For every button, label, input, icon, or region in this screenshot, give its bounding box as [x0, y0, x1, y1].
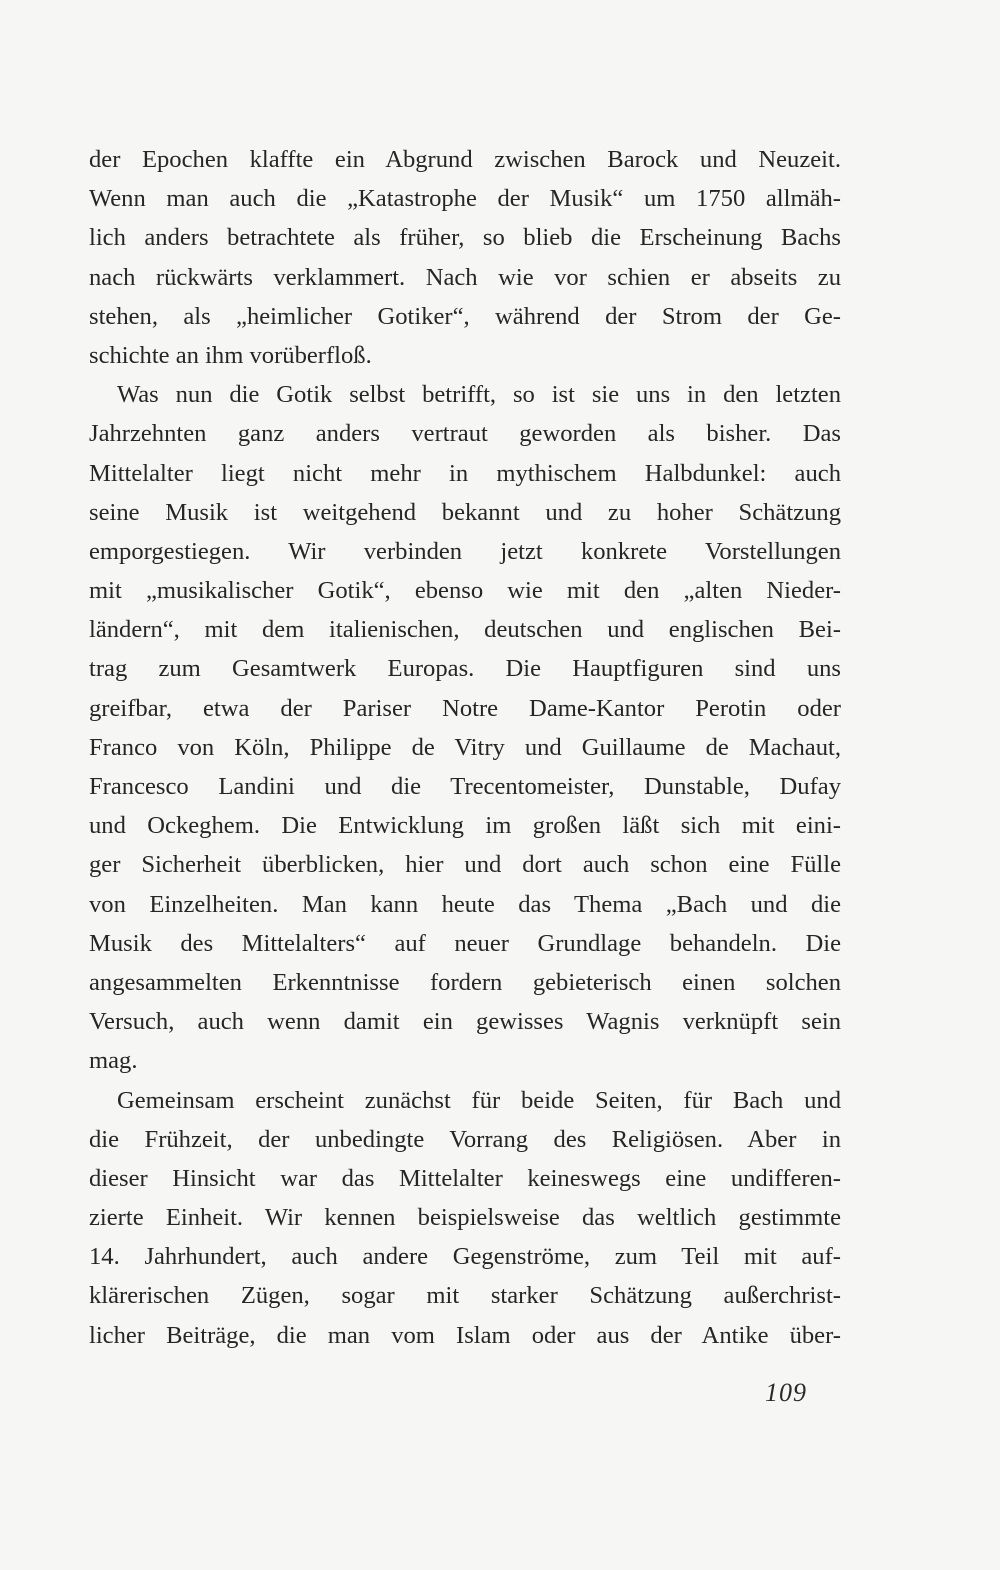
text-line: zierte Einheit. Wir kennen beispielsweise das weltlich gestimmte — [89, 1204, 841, 1232]
text-line: seine Musik ist weitgehend bekannt und zu hoher Schätzung — [89, 498, 841, 526]
text-line: emporgestiegen. Wir verbinden jetzt konkrete Vorstellungen — [89, 537, 841, 565]
text-line: klärerischen Zügen, sogar mit starker Schätzung außerchrist- — [89, 1282, 841, 1310]
page-number: 109 — [765, 1378, 807, 1407]
text-line: die Frühzeit, der unbedingte Vorrang des Religiösen. Aber in — [89, 1125, 841, 1153]
text-line: Versuch, auch wenn damit ein gewisses Wagnis verknüpft sein — [89, 1008, 841, 1036]
text-line: der Epochen klaffte ein Abgrund zwischen Barock und Neuzeit. — [89, 146, 841, 173]
text-line: ger Sicherheit überblicken, hier und dort auch schon eine Fülle — [89, 851, 841, 879]
text-line: stehen, als „heimlicher Gotiker“, während der Strom der Ge- — [89, 302, 841, 330]
text-line: dieser Hinsicht war das Mittelalter keineswegs eine undifferen- — [89, 1164, 841, 1192]
text-line: Francesco Landini und die Trecentomeister, Dunstable, Dufay — [89, 773, 841, 800]
text-line: nach rückwärts verklammert. Nach wie vor schien er abseits zu — [89, 263, 841, 291]
text-line: 14. Jahrhundert, auch andere Gegenströme, zum Teil mit auf- — [89, 1243, 841, 1271]
text-line: lich anders betrachtete als früher, so blieb die Erscheinung Bachs — [89, 224, 841, 252]
text-line: licher Beiträge, die man vom Islam oder aus der Antike über- — [89, 1321, 841, 1349]
text-line: mit „musikalischer Gotik“, ebenso wie mit den „alten Nieder- — [89, 577, 841, 605]
text-line: Gemeinsam erscheint zunächst für beide Seiten, für Bach und — [117, 1086, 841, 1114]
text-line: mag. — [89, 1047, 138, 1075]
text-line: Wenn man auch die „Katastrophe der Musik“ um 1750 allmäh- — [89, 185, 841, 213]
text-line: Jahrzehnten ganz anders vertraut geworden als bisher. Das — [89, 420, 841, 448]
text-line: schichte an ihm vorüberfloß. — [89, 341, 372, 369]
text-line: Musik des Mittelalters“ auf neuer Grundlage behandeln. Die — [89, 929, 841, 957]
text-line: angesammelten Erkenntnisse fordern gebieterisch einen solchen — [89, 968, 841, 996]
text-line: Mittelalter liegt nicht mehr in mythischem Halbdunkel: auch — [89, 459, 841, 487]
text-line: von Einzelheiten. Man kann heute das Thema „Bach und die — [89, 890, 841, 918]
text-line: greifbar, etwa der Pariser Notre Dame-Kantor Perotin oder — [89, 694, 841, 722]
text-line: trag zum Gesamtwerk Europas. Die Hauptfiguren sind uns — [89, 655, 841, 683]
text-line: Was nun die Gotik selbst betrifft, so ist sie uns in den letzten — [117, 381, 841, 409]
body-text — [89, 140, 841, 1355]
text-line: und Ockeghem. Die Entwicklung im großen läßt sich mit eini- — [89, 812, 841, 840]
text-line: Franco von Köln, Philippe de Vitry und Guillaume de Machaut, — [89, 733, 841, 761]
text-line: ländern“, mit dem italienischen, deutschen und englischen Bei- — [89, 616, 841, 644]
